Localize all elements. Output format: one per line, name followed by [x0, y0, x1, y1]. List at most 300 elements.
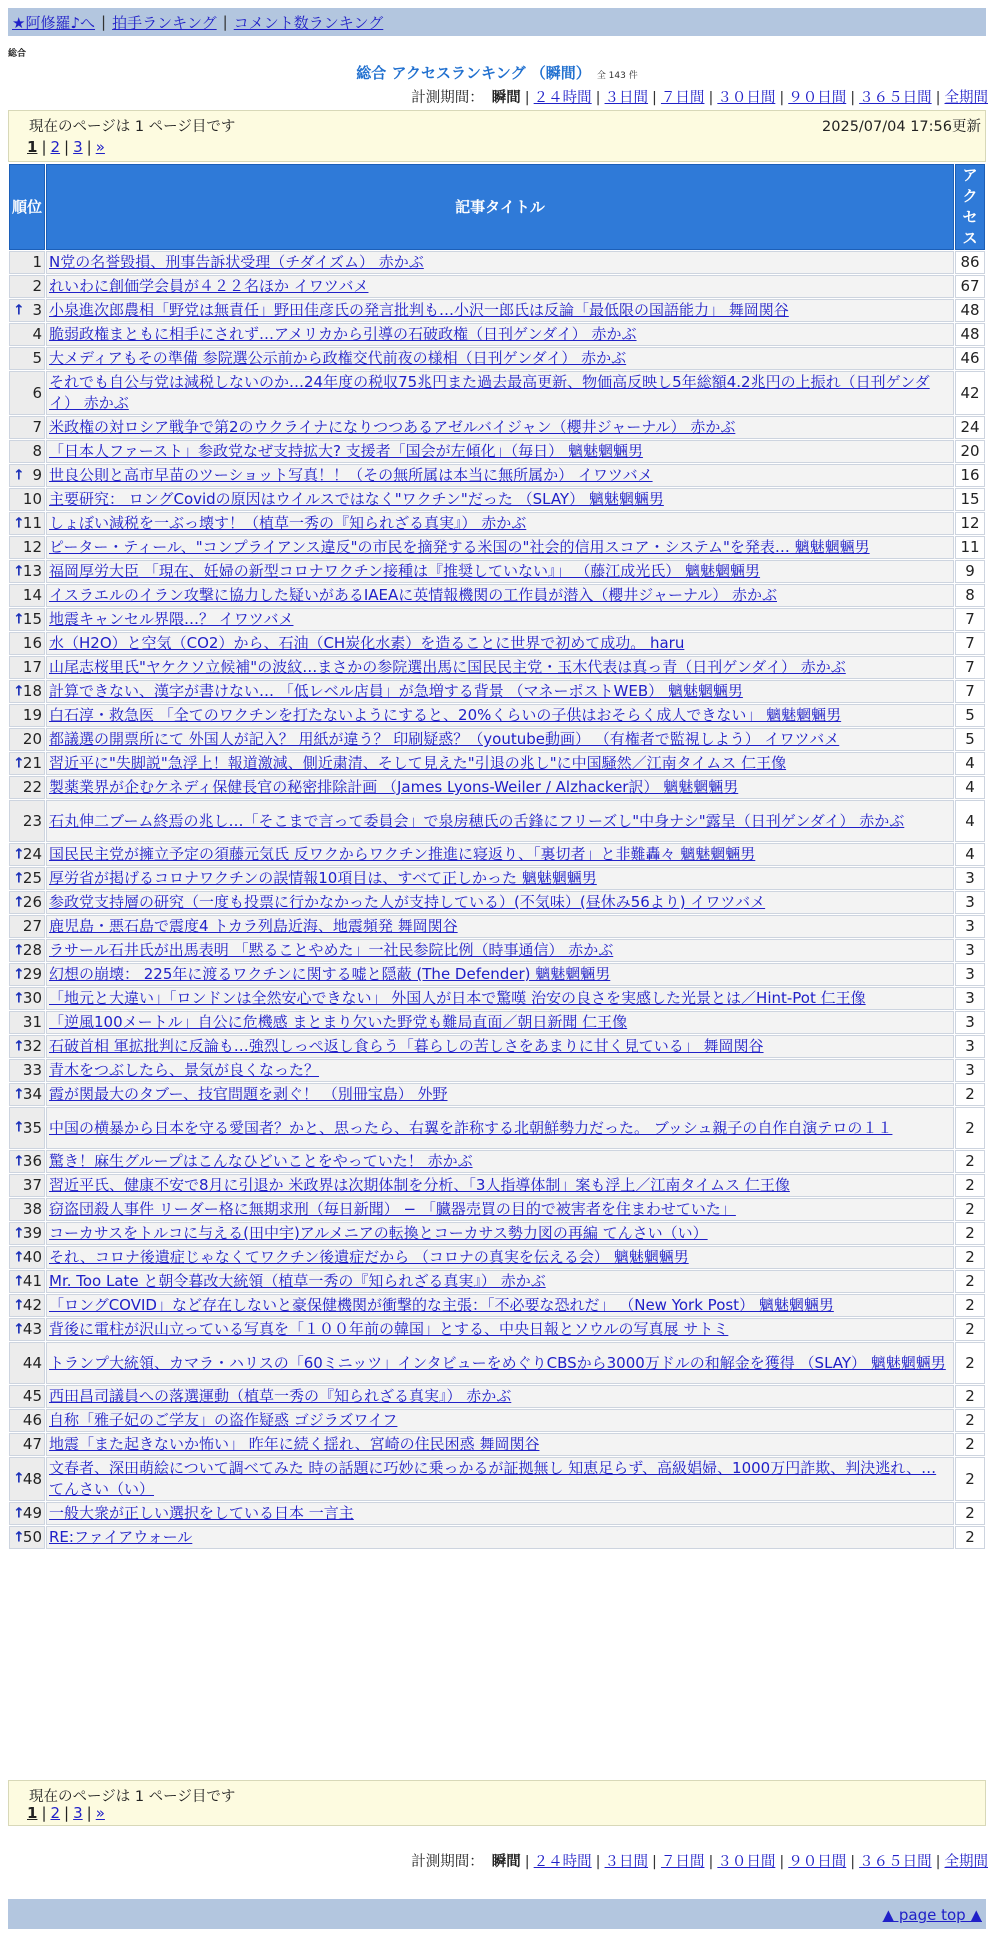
access-count: 2: [955, 1409, 985, 1432]
article-title-link[interactable]: 水（H2O）と空気（CO2）から、石油（CH炭化水素）を造ることに世界で初めて成功。 haru: [49, 634, 685, 652]
rank-cell: [9, 1059, 45, 1082]
access-count: 2: [955, 1083, 985, 1106]
access-count: 4: [955, 843, 985, 866]
rank-cell: [9, 800, 45, 842]
article-title-link[interactable]: 大メディアもその準備 参院選公示前から政権交代前夜の様相（日刊ゲンダイ） 赤かぶ: [49, 349, 627, 367]
title-cell: [46, 1433, 954, 1456]
rank-number: 33: [22, 1061, 42, 1079]
table-row: [9, 1385, 985, 1408]
table-row: [9, 251, 985, 274]
period-option-3[interactable]: ３０日間: [717, 90, 776, 106]
table-row: [9, 1457, 985, 1501]
period-option-4[interactable]: ９０日間: [788, 1854, 847, 1870]
rank-number: 49: [22, 1504, 42, 1522]
title-cell: [46, 680, 954, 703]
rank-number: 50: [22, 1528, 42, 1546]
rank-number: 28: [22, 941, 42, 959]
table-row: [9, 560, 985, 583]
title-cell: [46, 1150, 954, 1173]
article-title-link[interactable]: 驚き！麻生グループはこんなひどいことをやっていた！ 赤かぶ: [49, 1152, 473, 1170]
period-option-6[interactable]: 全期間: [944, 90, 988, 106]
rank-cell: [9, 656, 45, 679]
article-title-link[interactable]: 国民民主党が擁立予定の須藤元気氏 反ワクからワクチン推進に寝返り、「裏切者」と非難轟々 魑魅魍魎男: [49, 845, 756, 863]
rank-number: 18: [22, 682, 42, 700]
nav-home-link[interactable]: ★阿修羅♪へ: [12, 13, 96, 32]
rank-cell: [9, 347, 45, 370]
article-title-link[interactable]: 霞が関最大のタブー、技官問題を剥ぐ！ （別冊宝島） 外野: [49, 1085, 448, 1103]
access-count: 20: [955, 440, 985, 463]
rank-number: 22: [22, 778, 42, 796]
rank-up-arrow-icon: ↑: [13, 966, 25, 982]
article-title-link[interactable]: N党の名誉毀損、刑事告訴状受理（チダイズム） 赤かぶ: [49, 253, 424, 271]
rank-cell: [9, 1385, 45, 1408]
table-row: [9, 323, 985, 346]
access-count: 2: [955, 1107, 985, 1149]
title-cell: [46, 776, 954, 799]
rank-cell: [9, 752, 45, 775]
title-cell: [46, 728, 954, 751]
rank-number: 4: [32, 325, 42, 343]
rank-number: 1: [32, 253, 42, 271]
table-row: [9, 1150, 985, 1173]
rank-cell: [9, 464, 45, 487]
rank-number: 13: [22, 562, 42, 580]
table-row: [9, 299, 985, 322]
access-count: 2: [955, 1342, 985, 1384]
title-cell: [46, 1502, 954, 1525]
article-title-link[interactable]: 幻想の崩壊： 225年に渡るワクチンに関する嘘と隠蔽 (The Defender) 魑魅魍魎男: [49, 965, 611, 983]
pager-next-link[interactable]: »: [95, 1804, 105, 1822]
rank-cell: [9, 1035, 45, 1058]
article-title-link[interactable]: 「ロングCOVID」など存在しないと豪保健機関が衝撃的な主張：「不必要な恐れだ」 （New York Post） 魑魅魍魎男: [49, 1296, 834, 1314]
title-cell: [46, 488, 954, 511]
period-separator: |: [850, 1854, 856, 1870]
period-option-1[interactable]: ３日間: [604, 90, 649, 106]
period-separator: |: [524, 90, 530, 106]
table-row: [9, 371, 985, 415]
article-title-link[interactable]: 習近平に"失脚説"急浮上！報道激減、側近粛清、そして見えた"引退の兆し"に中国騒然／江南タイムス 仁王像: [49, 754, 787, 772]
pager-separator: |: [86, 1804, 92, 1822]
article-title-link[interactable]: 世良公則と高市早苗のツーショット写真！！（その無所属は本当に無所属か） イワツバメ: [49, 466, 653, 484]
title-cell: [46, 275, 954, 298]
rank-cell: [9, 632, 45, 655]
title-cell: [46, 1174, 954, 1197]
nav-comment-ranking-link[interactable]: コメント数ランキング: [233, 13, 384, 32]
rank-up-arrow-icon: ↑: [13, 942, 25, 958]
access-count: 3: [955, 1035, 985, 1058]
title-cell: [46, 1318, 954, 1341]
period-option-0[interactable]: ２４時間: [533, 90, 592, 106]
rank-cell: [9, 251, 45, 274]
table-row: [9, 1083, 985, 1106]
period-option-4[interactable]: ９０日間: [788, 90, 847, 106]
access-count: 3: [955, 939, 985, 962]
period-label: 計測期間：: [411, 1854, 484, 1870]
period-option-5[interactable]: ３６５日間: [859, 1854, 932, 1870]
title-cell: [46, 656, 954, 679]
rank-number: 20: [22, 730, 42, 748]
title-cell: [46, 536, 954, 559]
rank-number: 6: [32, 383, 42, 402]
article-title-link[interactable]: 米政権の対ロシア戦争で第2のウクライナになりつつあるアゼルバイジャン（櫻井ジャーナル） 赤かぶ: [49, 418, 736, 436]
access-count: 24: [955, 416, 985, 439]
rank-cell: [9, 843, 45, 866]
table-row: [9, 800, 985, 842]
period-selector-bottom: [411, 1850, 988, 1871]
period-separator: |: [935, 1854, 941, 1870]
rank-number: 26: [22, 893, 42, 911]
page-info-bottom: [8, 1780, 986, 1826]
article-title-link[interactable]: 製薬業界が企むケネディ保健長官の秘密排除計画 （James Lyons-Weiler / Alzhacker訳） 魑魅魍魎男: [49, 778, 739, 796]
article-title-link[interactable]: 習近平氏、健康不安で8月に引退か 米政界は次期体制を分析、「3人指導体制」案も浮上／江南タイムス 仁王像: [49, 1176, 790, 1194]
rank-up-arrow-icon: ↑: [13, 846, 25, 862]
article-title-link[interactable]: 窃盗団殺人事件 リーダー格に無期求刑（毎日新聞） − 「臓器売買の目的で被害者を住まわせていた」: [49, 1200, 736, 1218]
rank-cell: [9, 1246, 45, 1269]
table-row: [9, 963, 985, 986]
title-cell: [46, 371, 954, 415]
rank-up-arrow-icon: ↑: [13, 1529, 25, 1545]
table-row: [9, 1011, 985, 1034]
rank-cell: [9, 867, 45, 890]
access-count: 3: [955, 963, 985, 986]
article-title-link[interactable]: イスラエルのイラン攻撃に協力した疑いがあるIAEAに英情報機関の工作員が潜入（櫻井ジャーナル） 赤かぶ: [49, 586, 777, 604]
title-cell: [46, 915, 954, 938]
table-row: [9, 704, 985, 727]
rank-number: 11: [22, 514, 42, 532]
access-count: 3: [955, 915, 985, 938]
page-top-link[interactable]: ▲ page top ▲: [882, 1906, 982, 1924]
period-option-5[interactable]: ３６５日間: [859, 90, 932, 106]
title-cell: [46, 416, 954, 439]
title-cell: [46, 299, 954, 322]
rank-up-arrow-icon: ↑: [13, 611, 25, 627]
article-title-link[interactable]: 厚労省が掲げるコロナワクチンの誤情報10項目は、すべて正しかった 魑魅魍魎男: [49, 869, 597, 887]
pager-page-2[interactable]: 2: [50, 1804, 61, 1822]
article-title-link[interactable]: 福岡厚労大臣 「現在、妊婦の新型コロナワクチン接種は『推奨していない』」 （藤江成光氏） 魑魅魍魎男: [49, 562, 761, 580]
access-count: 2: [955, 1526, 985, 1549]
article-title-link[interactable]: 自称「雅子妃のご学友」の盗作疑惑 ゴジラズワイフ: [49, 1411, 398, 1429]
pager-page-3[interactable]: 3: [73, 1804, 83, 1822]
access-count: 3: [955, 1011, 985, 1034]
article-title-link[interactable]: 主要研究： ロングCovidの原因はウイルスではなく"ワクチン"だった （SLAY） 魑魅魍魎男: [49, 490, 664, 508]
access-count: 2: [955, 1502, 985, 1525]
updated-timestamp: 2025/07/04 17:56更新: [822, 119, 981, 135]
article-title-link[interactable]: 計算できない、漢字が書けない… 「低レベル店員」が急増する背景 （マネーポストWEB） 魑魅魍魎男: [49, 682, 743, 700]
access-count: 9: [955, 560, 985, 583]
pager-separator: |: [86, 138, 92, 156]
rank-number: 27: [22, 917, 42, 935]
access-count: 2: [955, 1385, 985, 1408]
rank-cell: [9, 560, 45, 583]
table-row: [9, 488, 985, 511]
title-cell: [46, 1059, 954, 1082]
pagination: [27, 1804, 105, 1822]
ranking-title: 総合 アクセスランキング （瞬間）: [356, 64, 591, 82]
article-title-link[interactable]: 地震キャンセル界隈…？ イワツバメ: [49, 610, 294, 628]
rank-cell: [9, 776, 45, 799]
rank-number: 5: [32, 349, 42, 367]
pager-page-2[interactable]: 2: [50, 138, 61, 156]
access-count: 2: [955, 1198, 985, 1221]
title-cell: [46, 1385, 954, 1408]
table-row: [9, 1270, 985, 1293]
pager-separator: |: [41, 138, 47, 156]
rank-cell: [9, 1222, 45, 1245]
table-row: [9, 584, 985, 607]
article-title-link[interactable]: ピーター・ティール、"コンプライアンス違反"の市民を摘発する米国の"社会的信用スコア・システム"を発表… 魑魅魍魎男: [49, 538, 870, 556]
access-count: 3: [955, 987, 985, 1010]
period-current: 瞬間: [491, 1854, 521, 1870]
table-row: [9, 512, 985, 535]
access-count: 5: [955, 704, 985, 727]
article-title-link[interactable]: RE:ファイアウォール: [49, 1528, 193, 1546]
rank-cell: [9, 1270, 45, 1293]
title-cell: [46, 843, 954, 866]
title-cell: [46, 1409, 954, 1432]
rank-number: 31: [22, 1013, 42, 1031]
rank-up-arrow-icon: ↑: [13, 1038, 25, 1054]
table-row: [9, 1059, 985, 1082]
rank-cell: [9, 1083, 45, 1106]
access-count: 67: [955, 275, 985, 298]
article-title-link[interactable]: 一般大衆が正しい選択をしている日本 一言主: [49, 1504, 354, 1522]
article-title-link[interactable]: 石破首相 軍拡批判に反論も…強烈しっぺ返し食らう「暮らしの苦しさをあまりに甘く見ている」 舞岡関谷: [49, 1037, 764, 1055]
access-count: 4: [955, 800, 985, 842]
period-current: 瞬間: [491, 90, 521, 106]
rank-cell: [9, 891, 45, 914]
title-cell: [46, 1035, 954, 1058]
period-separator: |: [708, 90, 714, 106]
pager-current-page: 1: [27, 1804, 38, 1822]
period-separator: |: [779, 1854, 785, 1870]
period-option-2[interactable]: ７日間: [660, 90, 705, 106]
article-title-link[interactable]: ラサール石井氏が出馬表明 「黙ることやめた」一社民参院比例（時事通信） 赤かぶ: [49, 941, 614, 959]
pager-current-page: 1: [27, 138, 38, 156]
title-cell: [46, 987, 954, 1010]
rank-number: 19: [22, 706, 42, 724]
rank-cell: [9, 1318, 45, 1341]
article-title-link[interactable]: しょぼい減税を一ぶっ壊す！（植草一秀の『知られざる真実』） 赤かぶ: [49, 514, 527, 532]
rank-cell: [9, 1457, 45, 1501]
access-count: 7: [955, 632, 985, 655]
pager-next-link[interactable]: »: [95, 138, 105, 156]
table-row: [9, 1294, 985, 1317]
rank-number: 7: [32, 418, 42, 436]
rank-number: 10: [22, 490, 42, 508]
title-cell: [46, 891, 954, 914]
title-cell: [46, 1270, 954, 1293]
rank-up-arrow-icon: ↑: [13, 515, 25, 531]
access-count: 86: [955, 251, 985, 274]
period-option-3[interactable]: ３０日間: [717, 1854, 776, 1870]
article-title-link[interactable]: 小泉進次郎農相「野党は無責任」野田佳彦氏の発言批判も…小沢一郎氏は反論「最低限の国語能力」 舞岡関谷: [49, 301, 789, 319]
period-separator: |: [935, 90, 941, 106]
rank-number: 42: [22, 1296, 42, 1314]
rank-cell: [9, 1107, 45, 1149]
rank-cell: [9, 987, 45, 1010]
article-title-link[interactable]: 「地元と大違い」「ロンドンは全然安心できない」 外国人が日本で驚嘆 治安の良さを実感した光景とは／Hint-Pot 仁王像: [49, 989, 866, 1007]
table-row: [9, 608, 985, 631]
article-title-link[interactable]: 白石淳・救急医 「全てのワクチンを打たないようにすると、20%くらいの子供はおそらく成人できない」 魑魅魍魎男: [49, 706, 842, 724]
rank-up-arrow-icon: ↑: [13, 1119, 25, 1136]
title-cell: [46, 1107, 954, 1149]
rank-number: 17: [22, 658, 42, 676]
access-count: 2: [955, 1150, 985, 1173]
rank-number: 37: [22, 1176, 42, 1194]
article-title-link[interactable]: 背後に電柱が沢山立っている写真を「１００年前の韓国」とする、中央日報とソウルの写真展 サトミ: [49, 1320, 729, 1338]
title-cell: [46, 800, 954, 842]
rank-cell: [9, 1526, 45, 1549]
title-cell: [46, 1526, 954, 1549]
period-option-0[interactable]: ２４時間: [533, 1854, 592, 1870]
article-title-link[interactable]: 鹿児島・悪石島で震度4 トカラ列島近海、地震頻発 舞岡関谷: [49, 917, 458, 935]
rank-cell: [9, 275, 45, 298]
page-title: [0, 62, 994, 83]
access-count: 3: [955, 1059, 985, 1082]
category-label: 総合: [8, 49, 27, 59]
rank-number: 14: [22, 586, 42, 604]
rank-header: 順位: [9, 164, 45, 250]
rank-cell: [9, 512, 45, 535]
rank-up-arrow-icon: ↑: [13, 894, 25, 910]
table-row: [9, 1318, 985, 1341]
rank-number: 3: [32, 301, 42, 319]
rank-number: 29: [22, 965, 42, 983]
rank-cell: [9, 704, 45, 727]
rank-number: 9: [32, 466, 42, 484]
pager-separator: |: [41, 1804, 47, 1822]
rank-up-arrow-icon: ↑: [13, 1153, 25, 1169]
rank-cell: [9, 1342, 45, 1384]
article-title-link[interactable]: 地震「また起きないか怖い」 昨年に続く揺れ、宮崎の住民困惑 舞岡関谷: [49, 1435, 540, 1453]
title-cell: [46, 704, 954, 727]
article-title-link[interactable]: 「日本人ファースト」参政党なぜ支持拡大? 支援者「国会が左傾化」（毎日） 魑魅魍魎男: [49, 442, 643, 460]
article-title-link[interactable]: 参政党支持層の研究（一度も投票に行かなかった人が支持している）(不気味）(昼休み56より) イワツバメ: [49, 893, 766, 911]
access-count: 2: [955, 1246, 985, 1269]
title-cell: [46, 1083, 954, 1106]
period-separator: |: [850, 90, 856, 106]
period-option-6[interactable]: 全期間: [944, 1854, 988, 1870]
table-row: [9, 1035, 985, 1058]
access-count: 8: [955, 584, 985, 607]
article-title-link[interactable]: 中国の横暴から日本を守る愛国者？かと、思ったら、右翼を詐称する北朝鮮勢力だった。 ブッシュ親子の自作自演テロの１１: [49, 1118, 893, 1137]
rank-up-arrow-icon: ↑: [13, 1273, 25, 1289]
current-page-text: 現在のページは 1 ページ目です: [29, 1789, 236, 1805]
article-title-link[interactable]: 脆弱政権まともに相手にされず…アメリカから引導の石破政権（日刊ゲンダイ） 赤かぶ: [49, 325, 637, 343]
access-count: 48: [955, 299, 985, 322]
table-row: [9, 843, 985, 866]
table-row: [9, 440, 985, 463]
table-row: [9, 275, 985, 298]
nav-separator: |: [101, 13, 107, 31]
rank-number: 24: [22, 845, 42, 863]
article-title-link[interactable]: 石丸伸二ブーム終焉の兆し…「そこまで言って委員会」で泉房穂氏の舌鋒にフリーズし"中身ナシ"露呈（日刊ゲンダイ） 赤かぶ: [49, 811, 905, 830]
article-title-link[interactable]: 都議選の開票所にて 外国人が記入？ 用紙が違う？ 印刷疑惑？（youtube動画） （有権者で監視しよう） イワツバメ: [49, 730, 840, 748]
nav-clap-ranking-link[interactable]: 拍手ランキング: [112, 13, 217, 32]
article-title-link[interactable]: 「逆風100メートル」自公に危機感 まとまり欠いた野党も難局直面／朝日新聞 仁王像: [49, 1013, 628, 1031]
current-page-text: 現在のページは 1 ページ目です: [29, 119, 236, 135]
access-count: 5: [955, 728, 985, 751]
table-row: [9, 1526, 985, 1549]
access-count: 7: [955, 608, 985, 631]
article-title-link[interactable]: それ、コロナ後遺症じゃなくてワクチン後遺症だから （コロナの真実を伝える会） 魑魅魍魎男: [49, 1248, 689, 1266]
article-title-link[interactable]: コーカサスをトルコに与える(田中宇)アルメニアの転換とコーカサス勢力図の再編 てんさい（い）: [49, 1224, 708, 1242]
rank-number: 30: [22, 989, 42, 1007]
article-title-link[interactable]: 山尾志桜里氏"ヤケクソ立候補"の波紋…まさかの参院選出馬に国民民主党・玉木代表は真っ青（日刊ゲンダイ） 赤かぶ: [49, 658, 846, 676]
access-count: 3: [955, 891, 985, 914]
pager-page-3[interactable]: 3: [73, 138, 83, 156]
rank-number: 25: [22, 869, 42, 887]
access-count: 7: [955, 680, 985, 703]
rank-up-arrow-icon: ↑: [13, 467, 25, 483]
period-separator: |: [652, 1854, 657, 1870]
title-cell: [46, 560, 954, 583]
access-count: 2: [955, 1433, 985, 1456]
table-row: [9, 939, 985, 962]
access-count: 2: [955, 1457, 985, 1501]
table-row: [9, 752, 985, 775]
title-cell: [46, 251, 954, 274]
rank-cell: [9, 963, 45, 986]
rank-cell: [9, 1294, 45, 1317]
title-cell: [46, 584, 954, 607]
access-count: 2: [955, 1174, 985, 1197]
title-cell: [46, 632, 954, 655]
title-cell: [46, 1294, 954, 1317]
title-cell: [46, 752, 954, 775]
article-title-link[interactable]: Mr. Too Late と朝令暮改大統領（植草一秀の『知られざる真実』） 赤かぶ: [49, 1272, 546, 1290]
table-row: [9, 680, 985, 703]
table-row: [9, 1222, 985, 1245]
table-row: [9, 536, 985, 559]
rank-cell: [9, 1150, 45, 1173]
ranking-table-body: [9, 251, 985, 1549]
rank-up-arrow-icon: ↑: [13, 755, 25, 771]
article-title-link[interactable]: れいわに創価学会員が４２２名ほか イワツバメ: [49, 277, 369, 295]
title-cell: [46, 440, 954, 463]
title-cell: [46, 1342, 954, 1384]
article-title-link[interactable]: それでも自公与党は減税しないのか…24年度の税収75兆円また過去最高更新、物価高反映し5年総額4.2兆円の上振れ（日刊ゲンダイ） 赤かぶ: [49, 373, 930, 412]
table-row: [9, 632, 985, 655]
access-count: 2: [955, 1318, 985, 1341]
access-count: 2: [955, 1294, 985, 1317]
period-option-2[interactable]: ７日間: [660, 1854, 705, 1870]
rank-cell: [9, 323, 45, 346]
rank-cell: [9, 416, 45, 439]
access-header: アクセス: [955, 164, 985, 250]
access-count: 2: [955, 1270, 985, 1293]
title-cell: [46, 347, 954, 370]
rank-up-arrow-icon: ↑: [13, 563, 25, 579]
access-count: 15: [955, 488, 985, 511]
rank-number: 40: [22, 1248, 42, 1266]
rank-up-arrow-icon: ↑: [13, 870, 25, 886]
article-title-link[interactable]: 西田昌司議員への落選運動（植草一秀の『知られざる真実』） 赤かぶ: [49, 1387, 512, 1405]
article-title-link[interactable]: トランプ大統領、カマラ・ハリスの「60ミニッツ」インタビューをめぐりCBSから3000万ドルの和解金を獲得 （SLAY） 魑魅魍魎男: [49, 1353, 946, 1372]
access-count: 48: [955, 323, 985, 346]
title-cell: [46, 1011, 954, 1034]
table-row: [9, 464, 985, 487]
article-title-link[interactable]: 文春者、深田萌絵について調べてみた 時の話題に巧妙に乗っかるが証拠無し 知恵足らず、高級娼婦、1000万円詐欺、判決逃れ、… てんさい（い）: [49, 1459, 937, 1498]
rank-cell: [9, 1409, 45, 1432]
rank-number: 45: [22, 1387, 42, 1405]
rank-cell: [9, 299, 45, 322]
rank-cell: [9, 1011, 45, 1034]
article-title-link[interactable]: 青木をつぶしたら、景気が良くなった？: [49, 1061, 320, 1079]
rank-cell: [9, 584, 45, 607]
rank-number: 35: [22, 1118, 42, 1137]
period-option-1[interactable]: ３日間: [604, 1854, 649, 1870]
